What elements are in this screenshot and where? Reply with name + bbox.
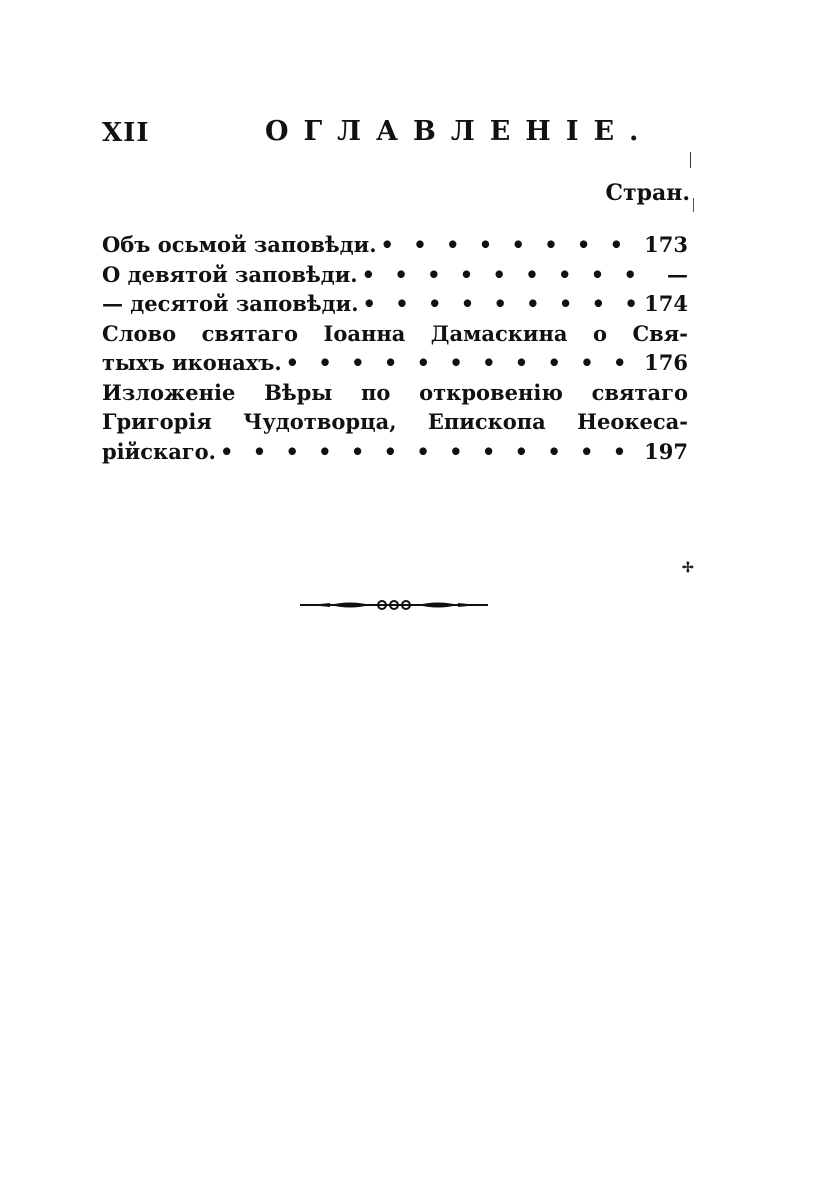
dot-leader — [363, 289, 641, 319]
toc-entry — [102, 260, 688, 290]
toc-entry-page: — — [667, 261, 688, 287]
table-of-contents — [102, 230, 688, 466]
margin-mark — [693, 198, 694, 212]
toc-entry — [102, 230, 688, 260]
toc-entry-page: 176 — [644, 350, 688, 375]
dot-leader — [286, 348, 640, 378]
toc-entry-title: Объ осьмой заповѣди. — [102, 232, 377, 257]
toc-entry — [102, 289, 688, 319]
dot-leader — [381, 230, 641, 260]
toc-entry-page: 173 — [644, 232, 688, 257]
toc-entry-title: рійскаго. — [102, 438, 216, 464]
toc-entry-page: 174 — [644, 291, 688, 316]
running-head: ОГЛАВЛЕНІЕ. — [265, 116, 654, 147]
dot-leader — [220, 437, 640, 467]
toc-entry-title: Слово святаго Іоанна Дамаскина о Свя- — [102, 320, 688, 346]
margin-mark — [690, 152, 691, 168]
toc-entry-title: — десятой заповѣди. — [102, 291, 359, 316]
page-column-label: Стран. — [605, 180, 690, 206]
toc-entry-title: Изложеніе Вѣры по откровенію святаго — [102, 379, 688, 405]
ink-speck: ✢ — [682, 560, 694, 576]
end-ornament — [300, 596, 488, 614]
toc-entry-title: тыхъ иконахъ. — [102, 350, 282, 375]
page-number: XII — [102, 118, 150, 148]
dot-leader — [362, 260, 644, 290]
toc-entry — [102, 378, 688, 467]
toc-entry — [102, 319, 688, 378]
toc-entry-page: 197 — [644, 438, 688, 464]
toc-entry-title: Григорія Чудотворца, Епископа Неокеса- — [102, 409, 688, 434]
toc-entry-title: О девятой заповѣди. — [102, 261, 358, 287]
